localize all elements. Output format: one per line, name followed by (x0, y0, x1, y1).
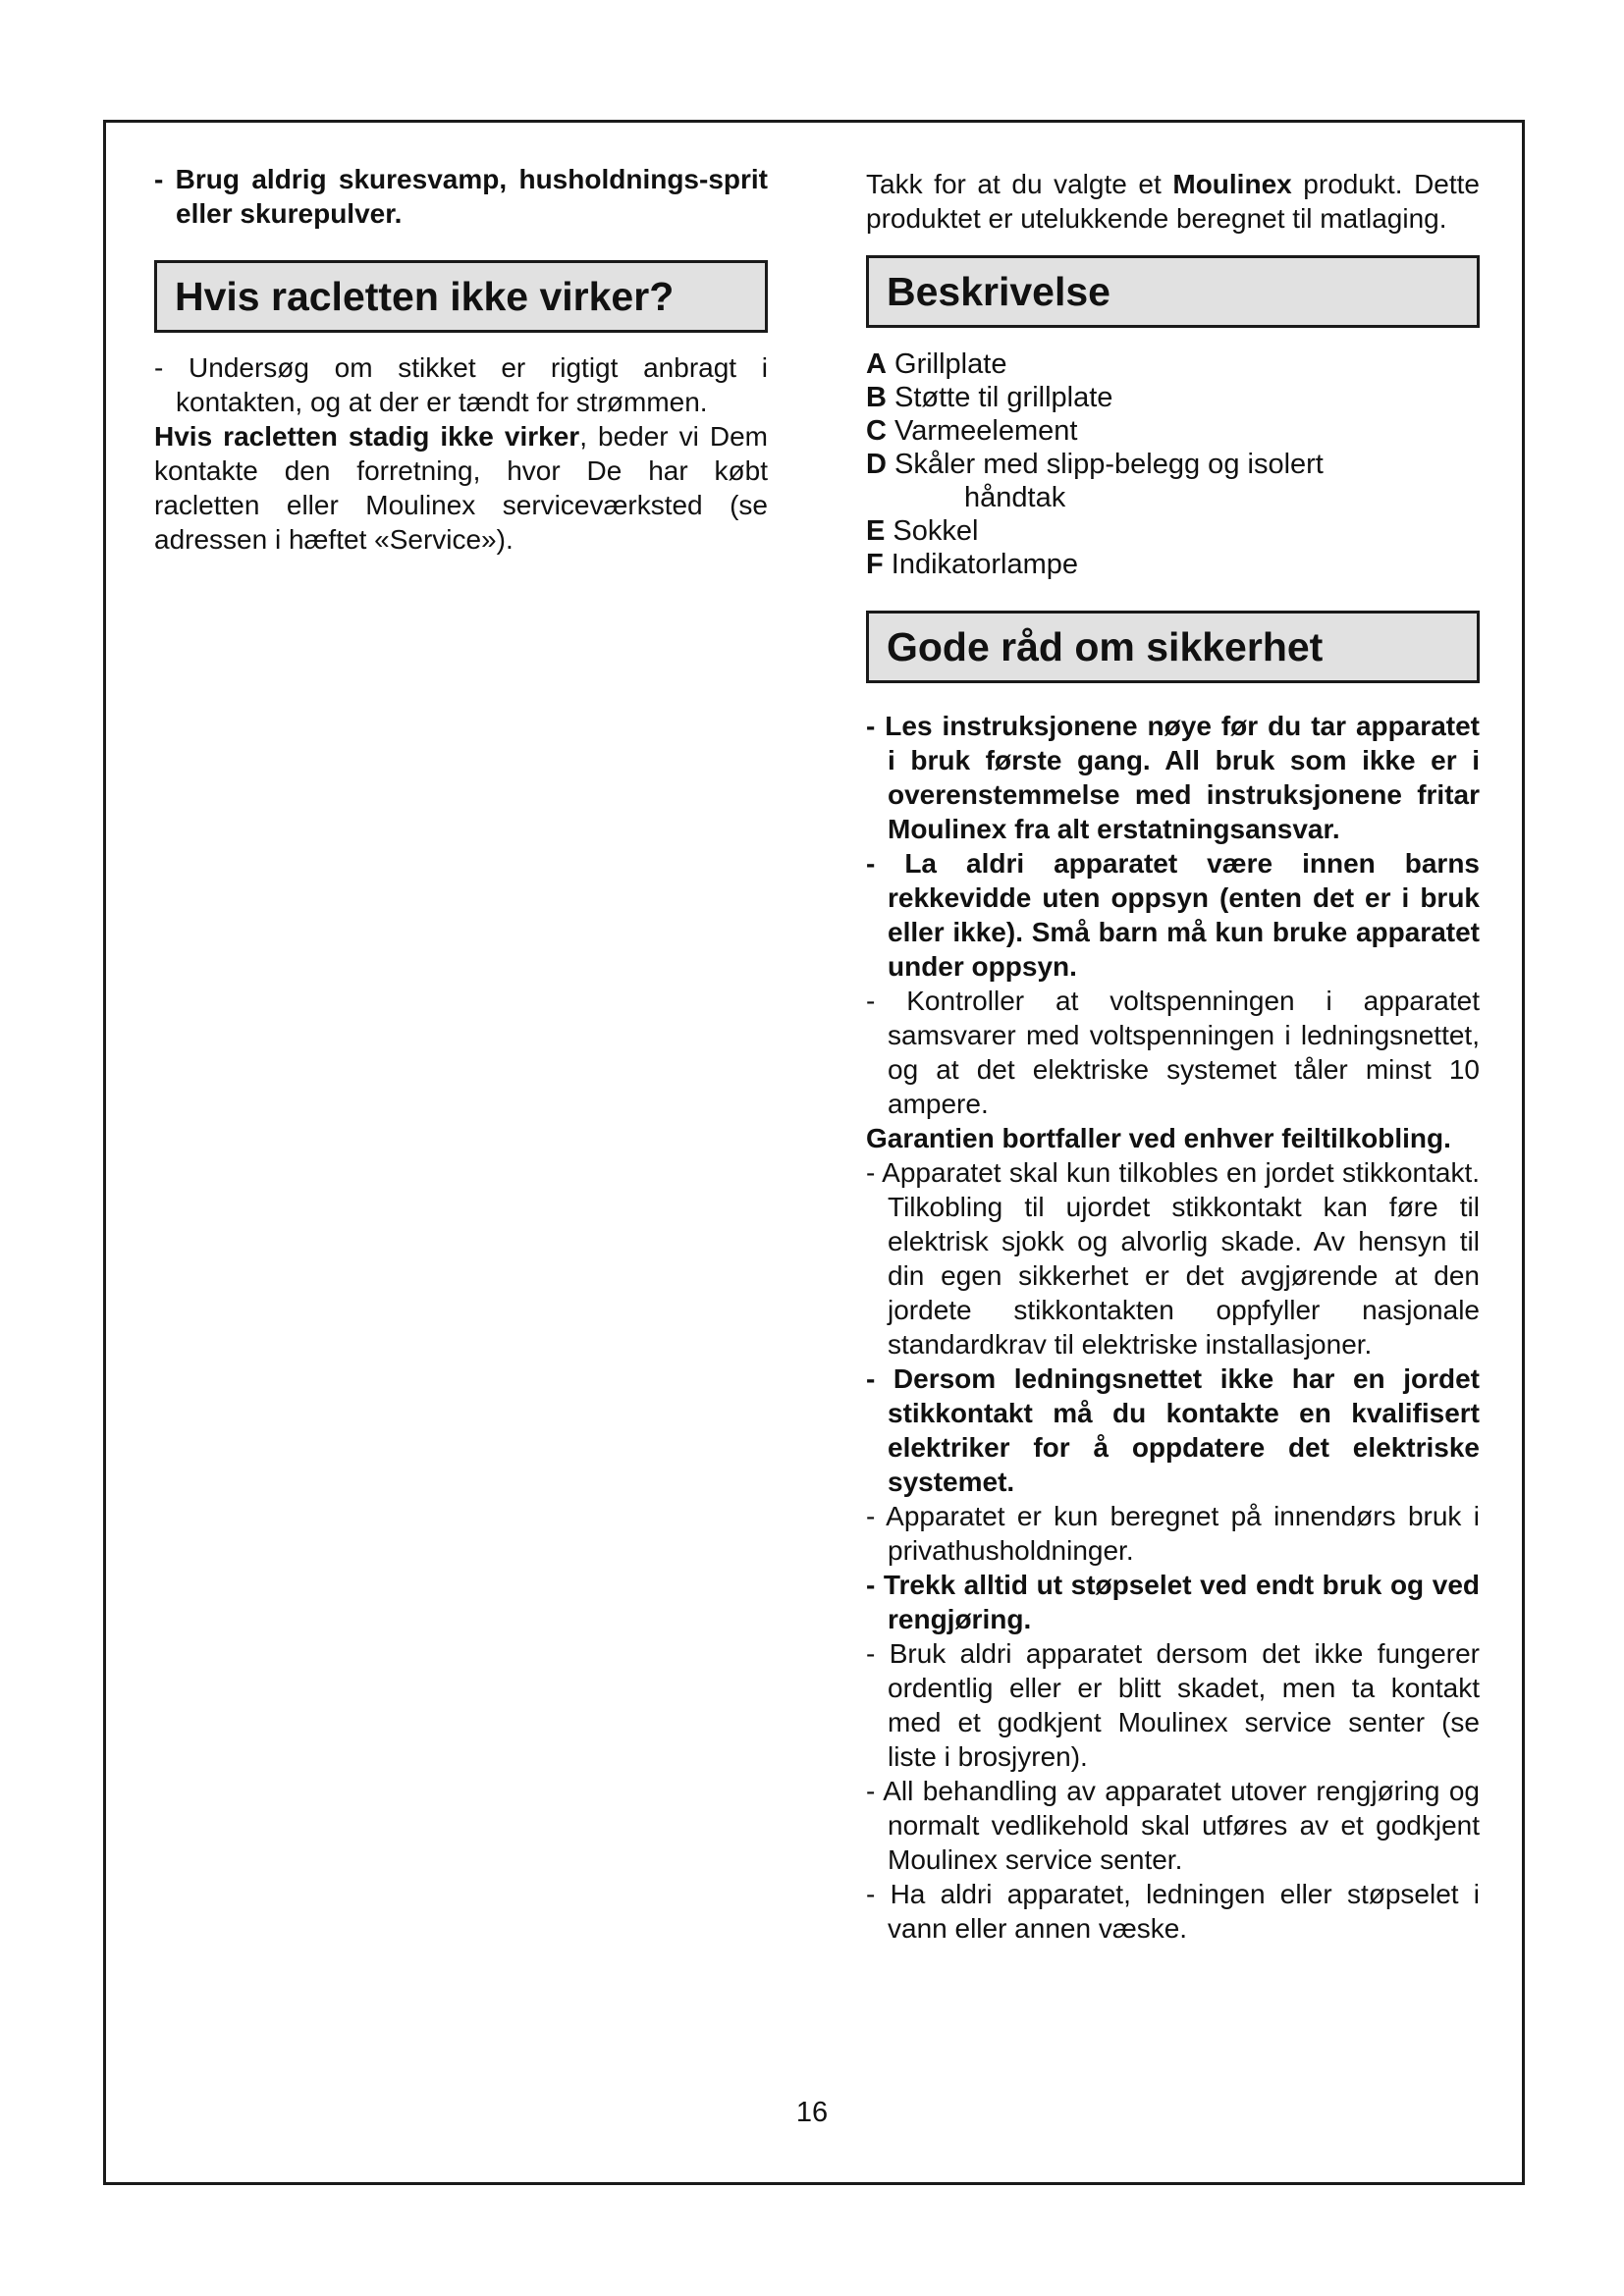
safety-text: Ha aldri apparatet, ledningen eller støpselet i vann eller annen væske. (888, 1879, 1481, 1944)
safety-text: Bruk aldri apparatet dersom det ikke fungerer ordentlig eller er blitt skadet, men ta kontakt med et godkjent Moulinex service senter (se liste i brosjyren). (888, 1638, 1480, 1772)
part-c (866, 414, 1480, 448)
intro-paragraph (866, 167, 1480, 236)
troubleshooting-heading-text: Hvis racletten ikke virker? (175, 274, 675, 319)
safety-heading (866, 611, 1480, 683)
right-column (866, 167, 1480, 1946)
intro-brand: Moulinex (1172, 169, 1292, 199)
part-letter: E (866, 515, 886, 547)
description-heading (866, 255, 1480, 328)
safety-text: Garantien bortfaller ved enhver feiltilkobling. (866, 1123, 1451, 1153)
part-d-continuation: håndtak (964, 482, 1066, 513)
part-letter: A (866, 348, 887, 380)
page-number: 16 (795, 2097, 829, 2128)
left-column (154, 162, 768, 557)
cleaning-warning: - Brug aldrig skuresvamp, husholdnings-sprit eller skurepulver. (154, 164, 768, 229)
safety-item-2: - La aldri apparatet være innen barns rekkevidde uten oppsyn (enten det er i bruk eller ikke). Små barn må kun bruke apparatet under oppsyn. (866, 848, 1481, 982)
troubleshooting-heading (154, 260, 768, 333)
safety-text: Les instruksjonene nøye før du tar apparatet i bruk første gang. All bruk som ikke er i overenstemmelse med instruksjonene fritar Moulinex fra alt erstatningsansvar. (885, 711, 1480, 844)
intro-pre: Takk for at du valgte et (866, 169, 1173, 199)
still-not-working-rest: , beder vi Dem kontakte den forretning, hvor De har købt racletten eller Moulinex serviceværksted (se adressen i hæftet «Service»). (154, 421, 769, 555)
part-text: Sokkel (893, 515, 979, 547)
safety-text: La aldri apparatet være innen barns rekkevidde uten oppsyn (enten det er i bruk eller ikke). Små barn må kun bruke apparatet under oppsyn. (888, 848, 1481, 982)
safety-text: Trekk alltid ut støpselet ved endt bruk og ved rengjøring. (883, 1570, 1480, 1634)
safety-text: Kontroller at voltspenningen i apparatet samsvarer med voltspenningen i ledningsnettet, og at det elektriske systemet tåler minst 10 ampere. (888, 986, 1480, 1119)
part-letter: C (866, 415, 887, 447)
safety-item-6: - Dersom ledningsnettet ikke har en jordet stikkontakt må du kontakte en kvalifisert elektriker for å oppdatere det elektriske systemet. (866, 1363, 1480, 1497)
parts-list (866, 347, 1480, 581)
still-not-working-paragraph (154, 419, 768, 557)
part-letter: F (866, 549, 884, 580)
check-plug-item: - Undersøg om stikket er rigtigt anbragt i kontakten, og at der er tændt for strømmen. (154, 352, 768, 417)
safety-item-11: - Ha aldri apparatet, ledningen eller støpselet i vann eller annen væske. (866, 1879, 1481, 1944)
safety-list (866, 709, 1480, 1946)
part-letter: D (866, 449, 887, 480)
safety-item-1: - Les instruksjonene nøye før du tar apparatet i bruk første gang. All bruk som ikke er i overenstemmelse med instruksjonene fritar Moulinex fra alt erstatningsansvar. (866, 711, 1480, 844)
safety-item-9: - Bruk aldri apparatet dersom det ikke fungerer ordentlig eller er blitt skadet, men ta kontakt med et godkjent Moulinex service senter (se liste i brosjyren). (866, 1638, 1480, 1772)
safety-item-10: - All behandling av apparatet utover rengjøring og normalt vedlikehold skal utføres av et godkjent Moulinex service senter. (866, 1776, 1480, 1875)
part-letter: B (866, 382, 887, 413)
check-plug-text: Undersøg om stikket er rigtigt anbragt i kontakten, og at der er tændt for strømmen. (176, 352, 768, 417)
description-heading-text: Beskrivelse (887, 269, 1110, 314)
safety-item-4 (866, 1121, 1480, 1155)
part-e (866, 514, 1480, 548)
safety-text: Apparatet skal kun tilkobles en jordet stikkontakt. Tilkobling til ujordet stikkontakt kan føre til elektrisk sjokk og alvorlig skade. Av hensyn til din egen sikkerhet er det avgjørende at den jordete stikkontakten oppfyller nasjonale standardkrav til elektriske installasjoner. (882, 1157, 1481, 1360)
part-text: Grillplate (894, 348, 1007, 380)
cleaning-warning-text: Brug aldrig skuresvamp, husholdnings-sprit eller skurepulver. (175, 164, 768, 229)
safety-text: All behandling av apparatet utover rengjøring og normalt vedlikehold skal utføres av et godkjent Moulinex service senter. (883, 1776, 1480, 1875)
safety-item-3: - Kontroller at voltspenningen i apparatet samsvarer med voltspenningen i ledningsnettet, og at det elektriske systemet tåler minst 10 ampere. (866, 986, 1480, 1119)
part-text: Varmeelement (894, 415, 1078, 447)
still-not-working-bold: Hvis racletten stadig ikke virker (154, 421, 580, 452)
part-d (866, 448, 1480, 481)
part-text: Indikatorlampe (891, 549, 1078, 580)
safety-text: Dersom ledningsnettet ikke har en jordet stikkontakt må du kontakte en kvalifisert elektriker for å oppdatere det elektriske systemet. (888, 1363, 1480, 1497)
safety-heading-text: Gode råd om sikkerhet (887, 624, 1324, 669)
safety-item-8: - Trekk alltid ut støpselet ved endt bruk og ved rengjøring. (866, 1570, 1480, 1634)
safety-item-7: - Apparatet er kun beregnet på innendørs bruk i privathusholdninger. (866, 1501, 1480, 1566)
safety-item-5: - Apparatet skal kun tilkobles en jordet stikkontakt. Tilkobling til ujordet stikkontakt kan føre til elektrisk sjokk og alvorlig skade. Av hensyn til din egen sikkerhet er det avgjørende at den jordete stikkontakten oppfyller nasjonale standardkrav til elektriske installasjoner. (866, 1157, 1481, 1360)
part-f (866, 548, 1480, 581)
part-a (866, 347, 1480, 381)
part-b (866, 381, 1480, 414)
part-text: Skåler med slipp-belegg og isolert (894, 449, 1324, 480)
part-text: Støtte til grillplate (894, 382, 1113, 413)
safety-text: Apparatet er kun beregnet på innendørs bruk i privathusholdninger. (886, 1501, 1480, 1566)
intro-post: produkt. Dette produktet er utelukkende beregnet til matlaging. (866, 169, 1480, 234)
